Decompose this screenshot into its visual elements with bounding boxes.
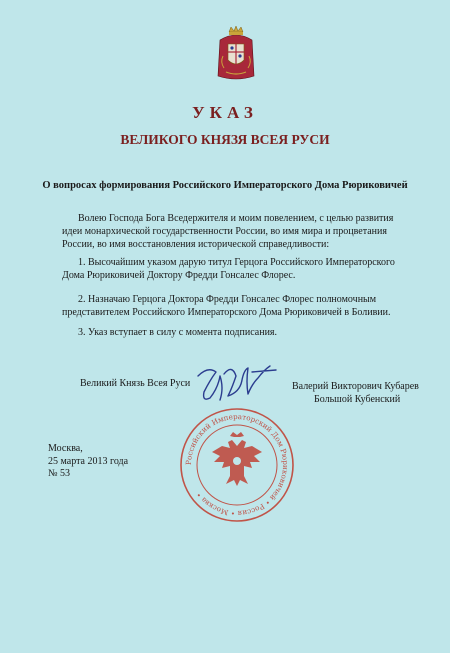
signatory-name: Валерий Викторович Кубарев	[292, 381, 419, 392]
seal-text: Российский Императорский Дом Рюриковичей • Россия • Москва •	[183, 411, 291, 519]
coat-of-arms-icon	[216, 26, 256, 84]
signatory-subtitle: Большой Кубенский	[314, 394, 401, 405]
place: Москва,	[48, 443, 83, 454]
signatory-title: Великий Князь Всея Руси	[80, 378, 191, 389]
preamble-paragraph: Волею Господа Бога Вседержителя и моим повелением, с целью развития идеи монархической государственности России, во имя мира и процветания России, во имя восстановления исторической справедливости:	[62, 213, 394, 250]
decree-title: УКАЗ	[192, 103, 258, 122]
handwritten-signature	[190, 358, 285, 408]
clause-1: 1. Высочайшим указом дарую титул Герцога Российского Императорского Дома Рюриковичей Доктору Фредди Гонсалес Флорес.	[62, 257, 395, 281]
clause-3: 3. Указ вступает в силу с момента подписания.	[78, 327, 278, 338]
decree-number: № 53	[48, 468, 71, 479]
signatory-block	[292, 380, 419, 406]
double-headed-eagle-seal-icon	[178, 406, 296, 524]
decree-subtitle: ВЕЛИКОГО КНЯЗЯ ВСЕЯ РУСИ	[120, 132, 330, 147]
decree-heading: О вопросах формирования Российского Императорского Дома Рюриковичей	[42, 180, 408, 191]
date: 25 марта 2013 года	[48, 455, 129, 467]
place-date-block	[48, 443, 128, 481]
clause-2: 2. Назначаю Герцога Доктора Фредди Гонсалес Флорес полномочным представителем Российского Императорского Дома Рюриковичей в Боливии.	[62, 294, 391, 318]
